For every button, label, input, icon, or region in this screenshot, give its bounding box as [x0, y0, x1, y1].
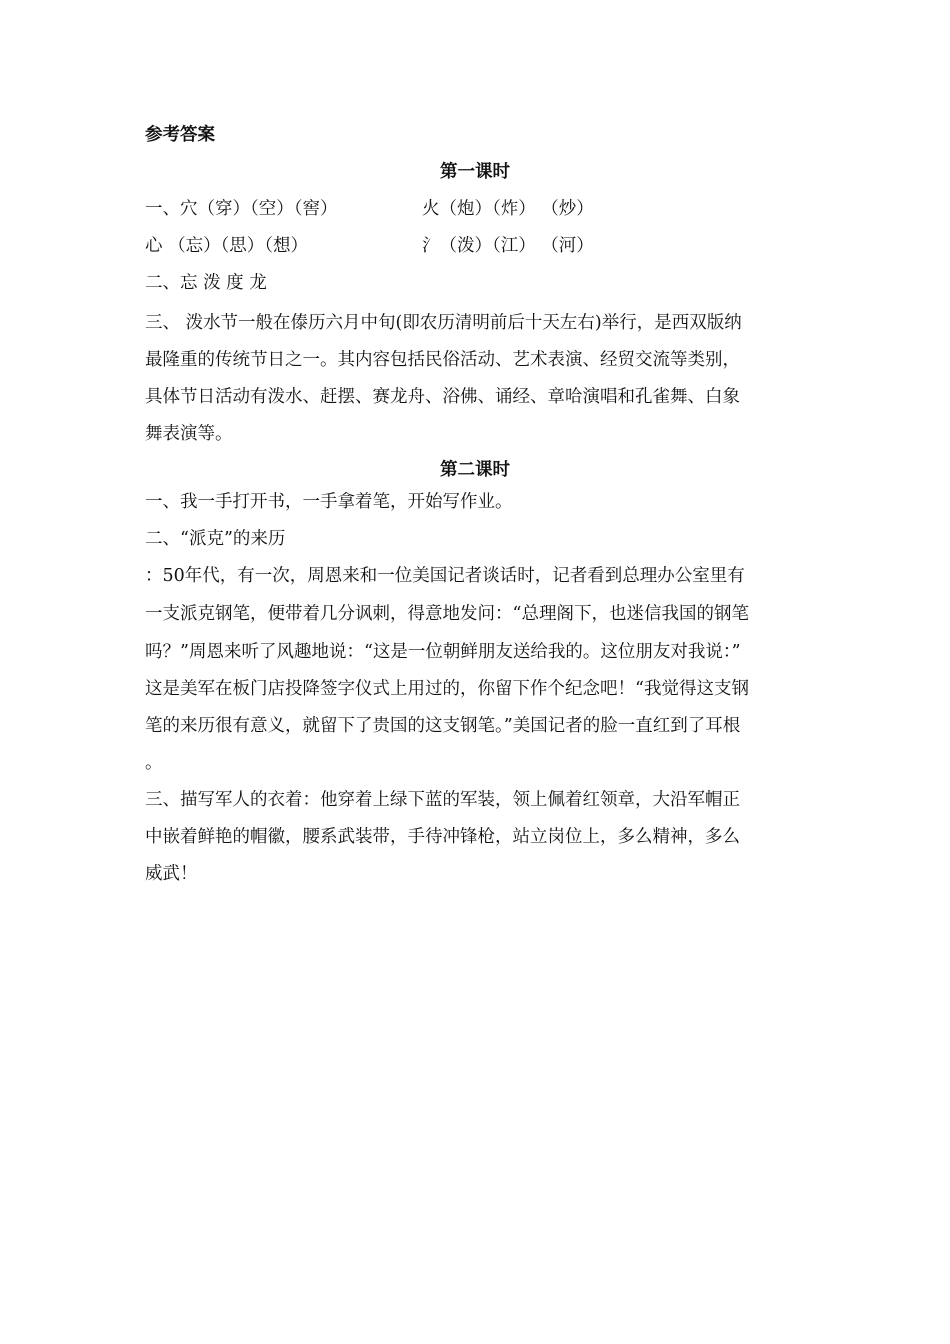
lesson1-q3-line: 最隆重的传统节日之一。其内容包括民俗活动、艺术表演、经贸交流等类别， [145, 350, 740, 370]
lesson2-q2-title: 二、“派克”的来历 [145, 529, 286, 549]
lesson1-title: 第一课时 [440, 162, 510, 182]
lesson2-q2-line: 这是美军在板门店投降签字仪式上用过的，你留下作个纪念吧！“我觉得这支钢 [145, 679, 749, 699]
lesson2-q2-line: 。 [145, 753, 163, 773]
lesson1-q3-line: 具体节日活动有泼水、赶摆、赛龙舟、浴佛、诵经、章哈演唱和孔雀舞、白象 [145, 387, 740, 407]
lesson1-q3-line: 舞表演等。 [145, 424, 233, 444]
lesson2-q2-line: ：50年代，有一次，周恩来和一位美国记者谈话时，记者看到总理办公室里有 [145, 566, 745, 586]
lesson2-q2-line: 吗？”周恩来听了风趣地说：“这是一位朝鲜朋友送给我的。这位朋友对我说：” [145, 642, 741, 662]
lesson1-q1-row2-left: 心 （忘）（思）（想） [145, 236, 309, 256]
lesson2-q1: 一、我一手打开书，一手拿着笔，开始写作业。 [145, 492, 513, 512]
lesson1-q1-row2-right: 氵（泼）（江） （河） [422, 236, 594, 256]
lesson2-q3-line: 威武！ [145, 864, 198, 884]
lesson2-q3-line: 三、描写军人的衣着：他穿着上绿下蓝的军装，领上佩着红领章，大沿军帽正 [145, 790, 740, 810]
lesson2-q3-line: 中嵌着鲜艳的帽徽，腰系武装带，手待冲锋枪，站立岗位上，多么精神，多么 [145, 827, 740, 847]
lesson1-q2: 二、忘 泼 度 龙 [145, 273, 267, 293]
lesson1-q1-row1-right: 火（炮）（炸） （炒） [422, 199, 594, 219]
lesson2-q2-line: 一支派克钢笔，便带着几分讽刺，得意地发问：“总理阁下，也迷信我国的钢笔 [145, 604, 749, 624]
lesson1-q1-row1-left: 一、穴（穿）（空）（窖） [145, 199, 338, 219]
lesson2-title: 第二课时 [440, 460, 510, 480]
lesson1-q3-line: 三、 泼水节一般在傣历六月中旬(即农历清明前后十天左右)举行，是西双版纳 [145, 313, 742, 333]
page-heading: 参考答案 [145, 125, 215, 145]
lesson2-q2-line: 笔的来历很有意义，就留下了贵国的这支钢笔。”美国记者的脸一直红到了耳根 [145, 716, 741, 736]
